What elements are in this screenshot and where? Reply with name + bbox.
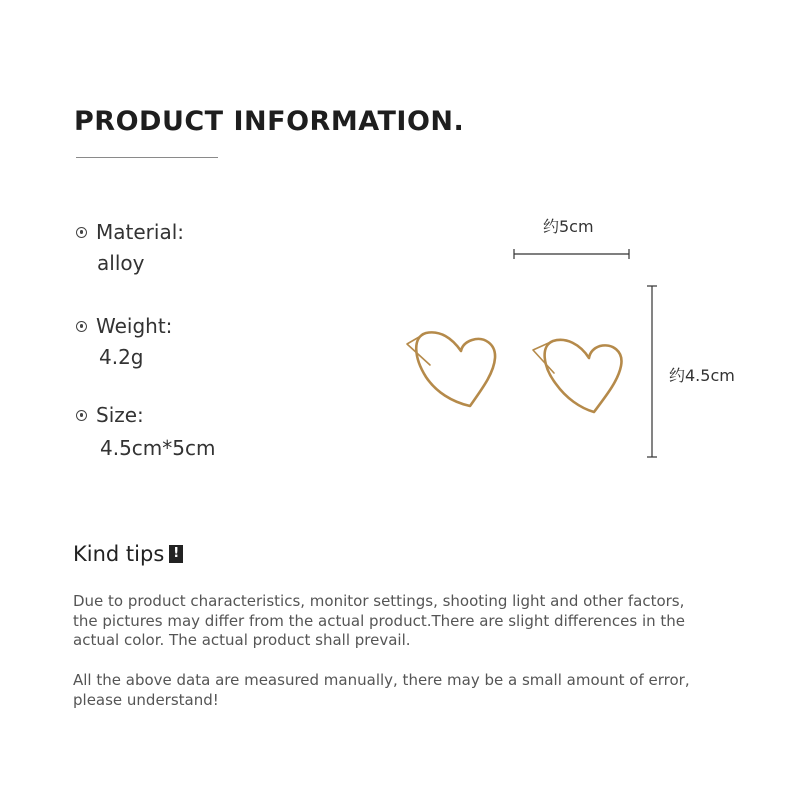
width-dimension-line xyxy=(514,249,629,259)
exclamation-icon: ! xyxy=(169,545,183,563)
right-heart-earring xyxy=(533,340,621,412)
tips-paragraph-2: All the above data are measured manually, there may be a small amount of error, please understand! xyxy=(73,671,690,709)
weight-value: 4.2g xyxy=(99,345,144,369)
size-value: 4.5cm*5cm xyxy=(100,436,216,460)
kind-tips-title: Kind tips xyxy=(73,542,165,566)
height-label: 约4.5cm xyxy=(669,366,735,385)
kind-tips-heading xyxy=(73,542,183,566)
left-heart-earring xyxy=(407,332,495,406)
height-dimension-line xyxy=(647,286,657,457)
material-value: alloy xyxy=(97,251,145,275)
tips-paragraph-1: Due to product characteristics, monitor settings, shooting light and other factors, the pictures may differ from the actual product.There are slight differences in the actual color. The actual product shall prevail. xyxy=(73,592,685,649)
weight-label: Weight: xyxy=(96,314,173,338)
size-label: Size: xyxy=(96,403,144,427)
page-title: PRODUCT INFORMATION. xyxy=(74,106,465,137)
width-label: 约5cm xyxy=(543,217,594,236)
material-label: Material: xyxy=(96,220,184,244)
